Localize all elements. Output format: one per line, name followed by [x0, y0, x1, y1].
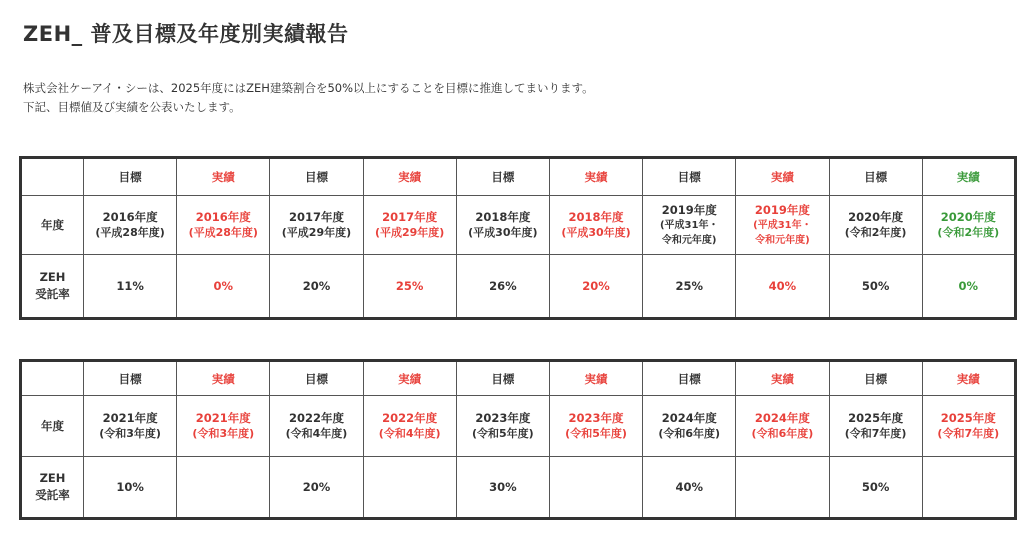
- actual-era: (令和6年度): [751, 427, 814, 440]
- actual-rate: [736, 457, 829, 519]
- actual-year-cell: [177, 396, 270, 457]
- actual-era: (平成28年度): [188, 226, 258, 239]
- rate-row: [21, 457, 1016, 519]
- year-row: [21, 196, 1016, 255]
- actual-year: 2019年度: [754, 202, 810, 217]
- actual-year-cell: [736, 196, 829, 255]
- corner-cell: [21, 361, 84, 396]
- rate-label-line-2: 受託率: [35, 488, 70, 502]
- target-year-cell: [456, 196, 549, 255]
- actual-rate: [363, 457, 456, 519]
- target-header: 目標: [84, 158, 177, 196]
- actual-year-cell: [363, 396, 456, 457]
- actual-year-cell: [177, 196, 270, 255]
- target-year-cell: [84, 196, 177, 255]
- actual-era: (令和4年度): [378, 427, 441, 440]
- actual-rate: 0%: [177, 255, 270, 319]
- target-header: 目標: [84, 361, 177, 396]
- rate-row-label: [21, 255, 84, 319]
- target-era: (令和2年度): [844, 226, 907, 239]
- target-year-cell: [84, 396, 177, 457]
- actual-year-cell: [922, 196, 1015, 255]
- actual-era: (令和7年度): [937, 427, 1000, 440]
- actual-era-line-1: (平成31年・: [753, 219, 812, 231]
- target-rate: 50%: [829, 457, 922, 519]
- target-year-cell: [643, 396, 736, 457]
- target-header: 目標: [643, 361, 736, 396]
- actual-year: 2025年度: [940, 411, 996, 425]
- rate-label-line-1: ZEH: [39, 270, 66, 284]
- target-year: 2018年度: [475, 210, 531, 224]
- intro-text: [23, 79, 594, 117]
- target-year: 2019年度: [661, 202, 717, 217]
- actual-year: 2017年度: [382, 210, 438, 224]
- actual-year-cell: [736, 396, 829, 457]
- actual-header: 実績: [736, 158, 829, 196]
- actual-header: 実績: [549, 158, 642, 196]
- actual-year: 2022年度: [382, 411, 438, 425]
- actual-era: (平成30年度): [561, 226, 631, 239]
- actual-era-line-2: 令和元年度): [755, 234, 810, 246]
- actual-rate: [922, 457, 1015, 519]
- rate-label-line-1: ZEH: [39, 471, 66, 485]
- actual-header: 実績: [177, 361, 270, 396]
- target-year: 2022年度: [288, 411, 344, 425]
- intro-line-2: 下記、目標値及び実績を公表いたします。: [23, 100, 241, 114]
- actual-year: 2018年度: [568, 210, 624, 224]
- actual-header: 実績: [922, 361, 1015, 396]
- actual-rate: [549, 457, 642, 519]
- actual-era: (令和5年度): [565, 427, 627, 440]
- zeh-table-2021-2025: [19, 359, 1017, 520]
- header-row: [21, 361, 1016, 396]
- target-rate: 25%: [643, 255, 736, 319]
- actual-rate: 40%: [736, 255, 829, 319]
- target-rate: 10%: [84, 457, 177, 519]
- actual-header: 実績: [363, 158, 456, 196]
- target-header: 目標: [829, 158, 922, 196]
- target-header: 目標: [643, 158, 736, 196]
- target-year: 2020年度: [848, 210, 904, 224]
- year-row-label: 年度: [21, 396, 84, 457]
- rate-row-label: [21, 457, 84, 519]
- target-rate: 20%: [270, 457, 363, 519]
- target-year: 2025年度: [848, 411, 904, 425]
- actual-header: 実績: [177, 158, 270, 196]
- target-header: 目標: [456, 158, 549, 196]
- actual-header: 実績: [736, 361, 829, 396]
- target-era: (令和4年度): [285, 427, 348, 440]
- target-year: 2024年度: [661, 411, 717, 425]
- rate-label-line-2: 受託率: [35, 287, 70, 301]
- target-year-cell: [643, 196, 736, 255]
- target-year: 2016年度: [102, 210, 158, 224]
- actual-header: 実績: [363, 361, 456, 396]
- actual-rate: 25%: [363, 255, 456, 319]
- actual-year-cell: [922, 396, 1015, 457]
- target-rate: 50%: [829, 255, 922, 319]
- target-header: 目標: [456, 361, 549, 396]
- actual-rate: [177, 457, 270, 519]
- actual-year: 2024年度: [754, 411, 810, 425]
- target-era-line-2: 令和元年度): [661, 234, 717, 246]
- actual-era: (平成29年度): [374, 226, 445, 239]
- target-rate: 26%: [456, 255, 549, 319]
- corner-cell: [21, 158, 84, 196]
- actual-year: 2023年度: [568, 411, 624, 425]
- target-era: (令和5年度): [471, 427, 534, 440]
- actual-header: 実績: [549, 361, 642, 396]
- target-year-cell: [829, 396, 922, 457]
- actual-header: 実績: [922, 158, 1015, 196]
- target-year: 2017年度: [288, 210, 344, 224]
- target-header: 目標: [270, 361, 363, 396]
- target-rate: 11%: [84, 255, 177, 319]
- actual-era: (令和3年度): [192, 427, 255, 440]
- actual-year-cell: [549, 396, 642, 457]
- actual-rate: 20%: [549, 255, 642, 319]
- target-year: 2023年度: [475, 411, 531, 425]
- actual-rate: 0%: [922, 255, 1015, 319]
- target-year-cell: [270, 396, 363, 457]
- target-era-line-1: (平成31年・: [659, 219, 719, 231]
- actual-year-cell: [363, 196, 456, 255]
- target-year-cell: [456, 396, 549, 457]
- intro-line-1: 株式会社ケーアイ・シーは、2025年度にはZEH建築割合を50%以上にすることを目標に推進してまいります。: [23, 81, 594, 95]
- actual-year: 2016年度: [195, 210, 251, 224]
- actual-year: 2021年度: [195, 411, 251, 425]
- target-era: (令和6年度): [658, 427, 721, 440]
- target-era: (平成30年度): [468, 226, 538, 239]
- actual-era: (令和2年度): [937, 226, 1000, 239]
- actual-year-cell: [549, 196, 642, 255]
- actual-year: 2020年度: [940, 210, 996, 224]
- target-era: (平成29年度): [281, 226, 352, 239]
- target-year: 2021年度: [102, 411, 158, 425]
- target-rate: 30%: [456, 457, 549, 519]
- target-rate: 40%: [643, 457, 736, 519]
- target-year-cell: [829, 196, 922, 255]
- header-row: [21, 158, 1016, 196]
- rate-row: [21, 255, 1016, 319]
- zeh-table-2016-2020: [19, 156, 1017, 320]
- target-era: (平成28年度): [95, 226, 165, 239]
- target-rate: 20%: [270, 255, 363, 319]
- year-row: [21, 396, 1016, 457]
- target-era: (令和3年度): [99, 427, 161, 440]
- target-header: 目標: [829, 361, 922, 396]
- year-row-label: 年度: [21, 196, 84, 255]
- target-header: 目標: [270, 158, 363, 196]
- page-title: ZEH_ 普及目標及年度別実績報告: [23, 22, 349, 46]
- target-year-cell: [270, 196, 363, 255]
- target-era: (令和7年度): [844, 427, 907, 440]
